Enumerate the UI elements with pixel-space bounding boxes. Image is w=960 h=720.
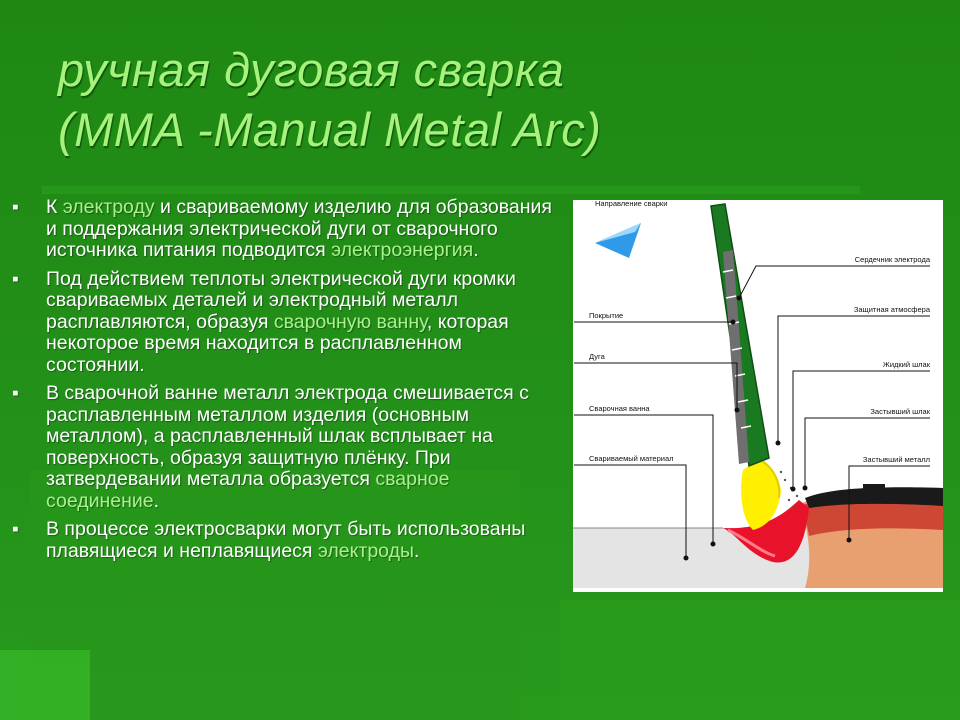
slide-title-line2: (MMA -Manual Metal Arc) [58,103,602,156]
label-atmosphere: Защитная атмосфера [853,305,930,314]
background-accent-band [42,186,860,194]
label-liquid-slag: Жидкий шлак [882,360,930,369]
label-coating: Покрытие [589,311,624,320]
label-pool: Сварочная ванна [589,404,650,413]
bullet-marker-icon: ▪ [12,268,19,290]
bullet-item: ▪ В сварочной ванне металл электрода смешивается с расплавленным металлом изделия (основным металлом), а расплавленный шлак всплывает на поверхность, образуя защитную плёнку. При затвердевании металла образуется сварное соединение. [12,382,529,512]
bullet-list [12,197,560,569]
label-solid-metal: Застывший металл [862,455,930,464]
label-base: Свариваемый материал [589,454,674,463]
background-accent-corner [0,650,90,720]
label-arc: Дуга [589,352,605,361]
background-accent-block [560,600,960,720]
link-electric-energy[interactable]: электроэнергия [331,239,474,261]
label-solid-slag: Застывший шлак [870,407,930,416]
link-weld-pool[interactable]: сварочную ванну [273,310,427,333]
bullet-marker-icon: ▪ [12,197,19,218]
label-core: Сердечник электрода [854,255,930,264]
bullet-item: ▪ Под действием теплоты электрической дуги кромки свариваемых деталей и электродный металл расплавляются, образуя сварочную ванну, которая некоторое время находится в расплавленном состоянии. [12,267,516,376]
link-electrode[interactable]: электроду [62,196,155,218]
label-direction: Направление сварки [595,200,668,208]
bullet-item: ▪ К электроду и свариваемому изделию для образования и поддержания электрической дуги от сварочного источника питания подводится электроэнергия. [12,196,552,261]
slide-title-line1: ручная дуговая сварка [58,43,565,96]
link-electrodes[interactable]: электроды [317,539,414,562]
welding-diagram-svg [573,200,943,592]
solidified-slag-bump [863,484,885,492]
link-weld-joint[interactable]: сварное соединение [46,468,450,512]
slide-title [58,40,601,160]
bullet-item: ▪ В процессе электросварки могут быть использованы плавящиеся и неплавящиеся электроды. [12,518,526,562]
bullet-marker-icon: ▪ [12,519,19,540]
welding-diagram [573,200,943,592]
bullet-marker-icon: ▪ [12,383,19,404]
